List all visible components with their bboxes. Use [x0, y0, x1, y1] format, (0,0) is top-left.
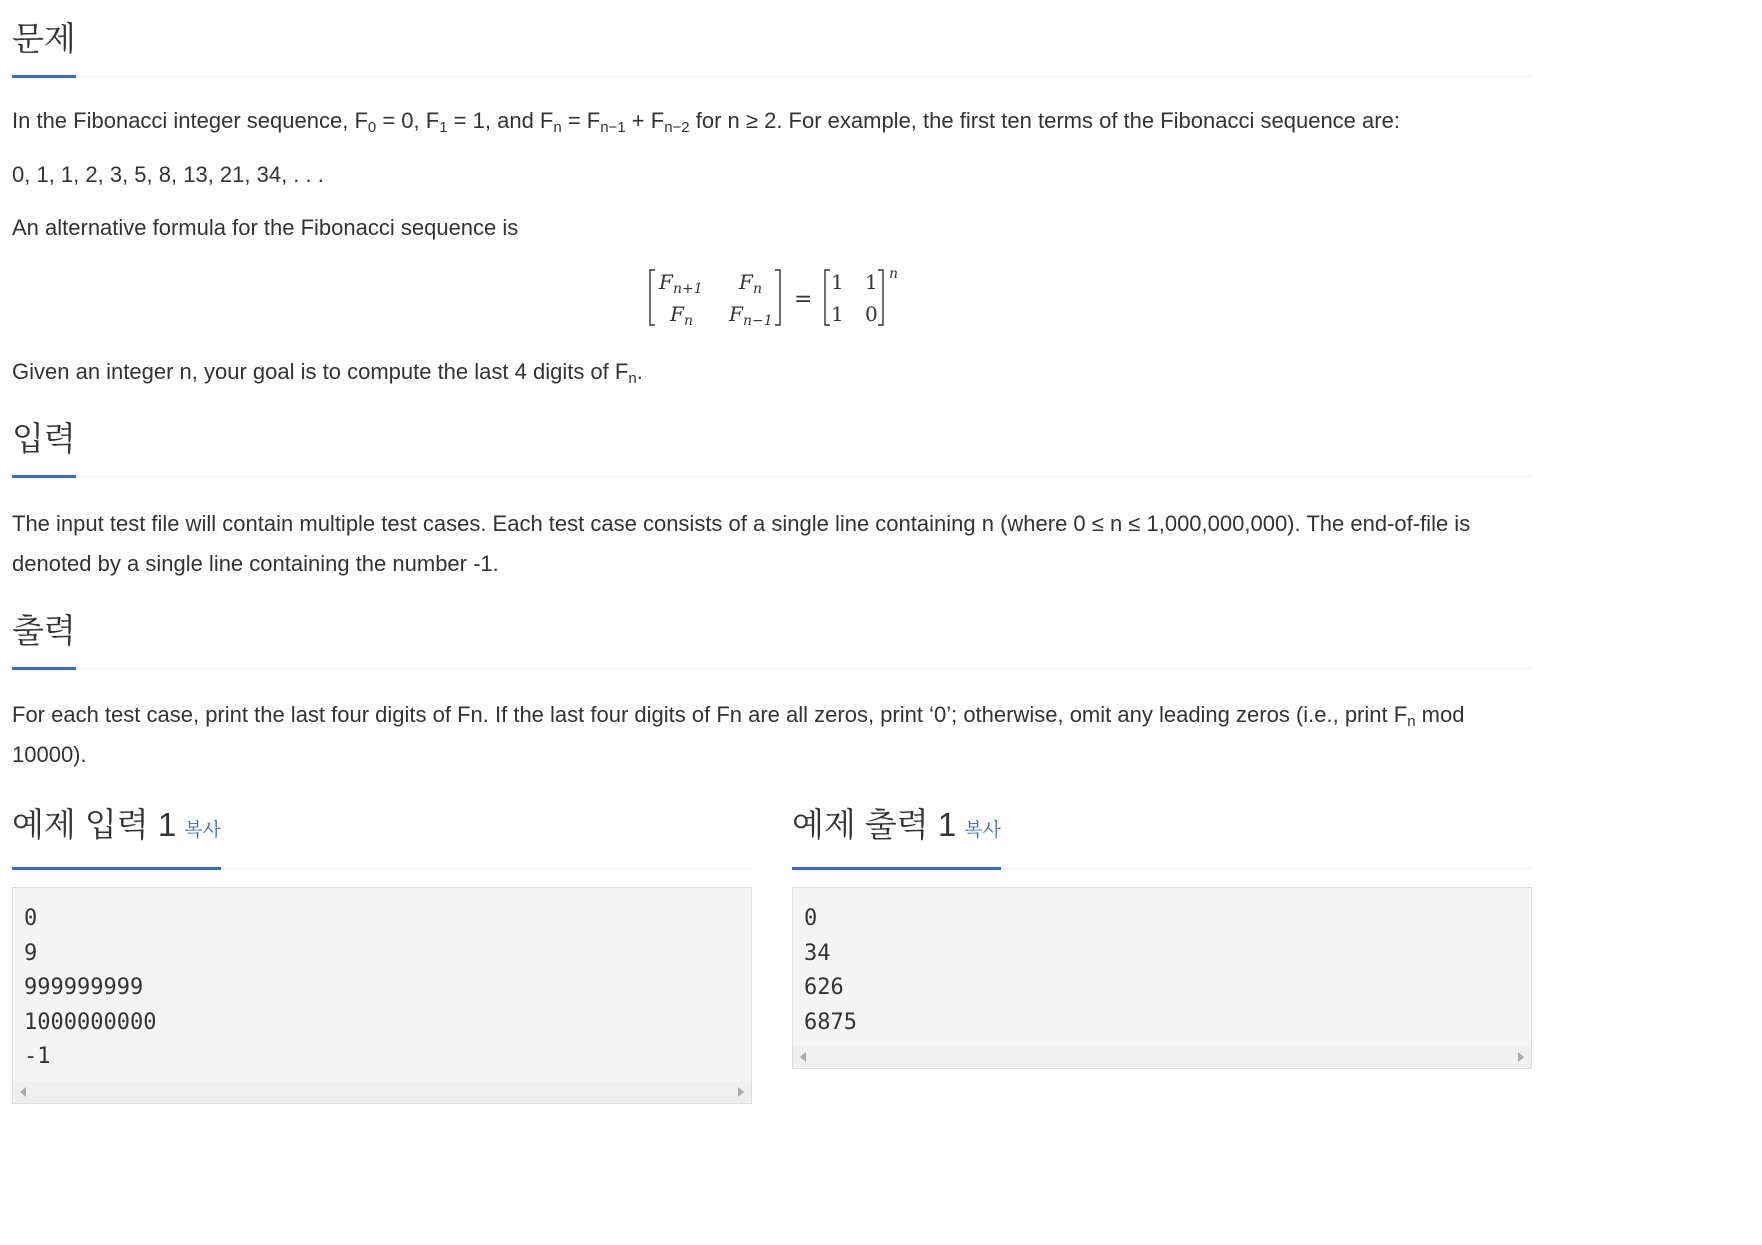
input-description: The input test file will contain multiple test cases. Each test case consists of a single line containing n (where 0 ≤ n ≤ 1,000,000,000). The end-of-file is denoted by a single line containing the number -1.: [12, 511, 1471, 576]
lhs-22-base: F: [729, 302, 743, 326]
sample-input-lines: [13, 888, 751, 1075]
scroll-left-arrow-icon[interactable]: [20, 1087, 26, 1097]
rhs-11: 1: [831, 270, 844, 294]
rhs-22: 0: [865, 302, 878, 326]
equals-sign: =: [794, 287, 813, 312]
code-line: 6875: [804, 1009, 857, 1035]
scroll-left-arrow-icon[interactable]: [800, 1052, 806, 1062]
matrix-power: n: [889, 266, 899, 282]
output-description: For each test case, print the last four digits of Fn. If the last four digits of Fn are all zeros, print ‘0’; otherwise, omit any leading zeros (i.e., print $F_n$ mod 10000).: [12, 702, 1465, 767]
sample-output-scrollbar[interactable]: [793, 1046, 1531, 1068]
rhs-21: 1: [831, 302, 844, 326]
sample-input-copy-button[interactable]: 복사: [184, 820, 221, 841]
lhs-22-sub: n−1: [743, 313, 773, 329]
code-line: 999999999: [24, 975, 144, 1000]
problem-section-header: [12, 18, 1532, 77]
lhs-21-base: F: [670, 302, 684, 326]
lhs-12-base: F: [739, 270, 753, 294]
input-section-header: [12, 418, 1532, 477]
problem-paragraph-4: Given an integer n, your goal is to compute the last 4 digits of $F_n$.: [12, 359, 643, 387]
code-line: 34: [804, 940, 831, 966]
sample-output-box: [792, 887, 1532, 1069]
fibonacci-terms: 0, 1, 1, 2, 3, 5, 8, 13, 21, 34, . . .: [12, 162, 324, 187]
matrix-formula: [640, 262, 910, 334]
code-line: 0: [24, 906, 38, 931]
problem-paragraph-1: In the Fibonacci integer sequence, $F_0 = 0$, $F_1 = 1$, and $F_n = F_{n-1} + F_{n-2}$ for n ≥ 2. For example, the first ten terms of the Fibonacci sequence are:: [12, 108, 1400, 136]
lhs-11-base: F: [659, 270, 673, 294]
scroll-right-arrow-icon[interactable]: [1518, 1052, 1524, 1062]
output-section-header: [12, 610, 1532, 669]
lhs-11-sub: n+1: [673, 281, 703, 297]
problem-heading: 문제: [12, 19, 76, 78]
sample-output-lines: [793, 888, 1531, 1040]
sample-output-header: [792, 804, 1532, 869]
input-heading: 입력: [12, 419, 76, 478]
output-heading: 출력: [12, 611, 76, 670]
scroll-right-arrow-icon[interactable]: [738, 1087, 744, 1097]
sample-input-heading: 예제 입력 1 복사: [12, 805, 221, 870]
code-line: 0: [804, 906, 818, 931]
lhs-21-sub: n: [684, 313, 694, 329]
code-line: 626: [804, 975, 844, 1000]
problem-paragraph-3: An alternative formula for the Fibonacci sequence is: [12, 215, 519, 240]
sample-input-scrollbar[interactable]: [13, 1081, 751, 1103]
code-line: 1000000000: [24, 1009, 157, 1035]
sample-output-copy-button[interactable]: 복사: [964, 820, 1001, 841]
sample-input-header: [12, 804, 752, 869]
sample-input-box: [12, 887, 752, 1104]
lhs-12-sub: n: [753, 281, 763, 297]
rhs-12: 1: [865, 270, 878, 294]
code-line: -1: [24, 1044, 51, 1069]
sample-output-heading: 예제 출력 1 복사: [792, 805, 1001, 870]
code-line: 9: [24, 940, 38, 966]
